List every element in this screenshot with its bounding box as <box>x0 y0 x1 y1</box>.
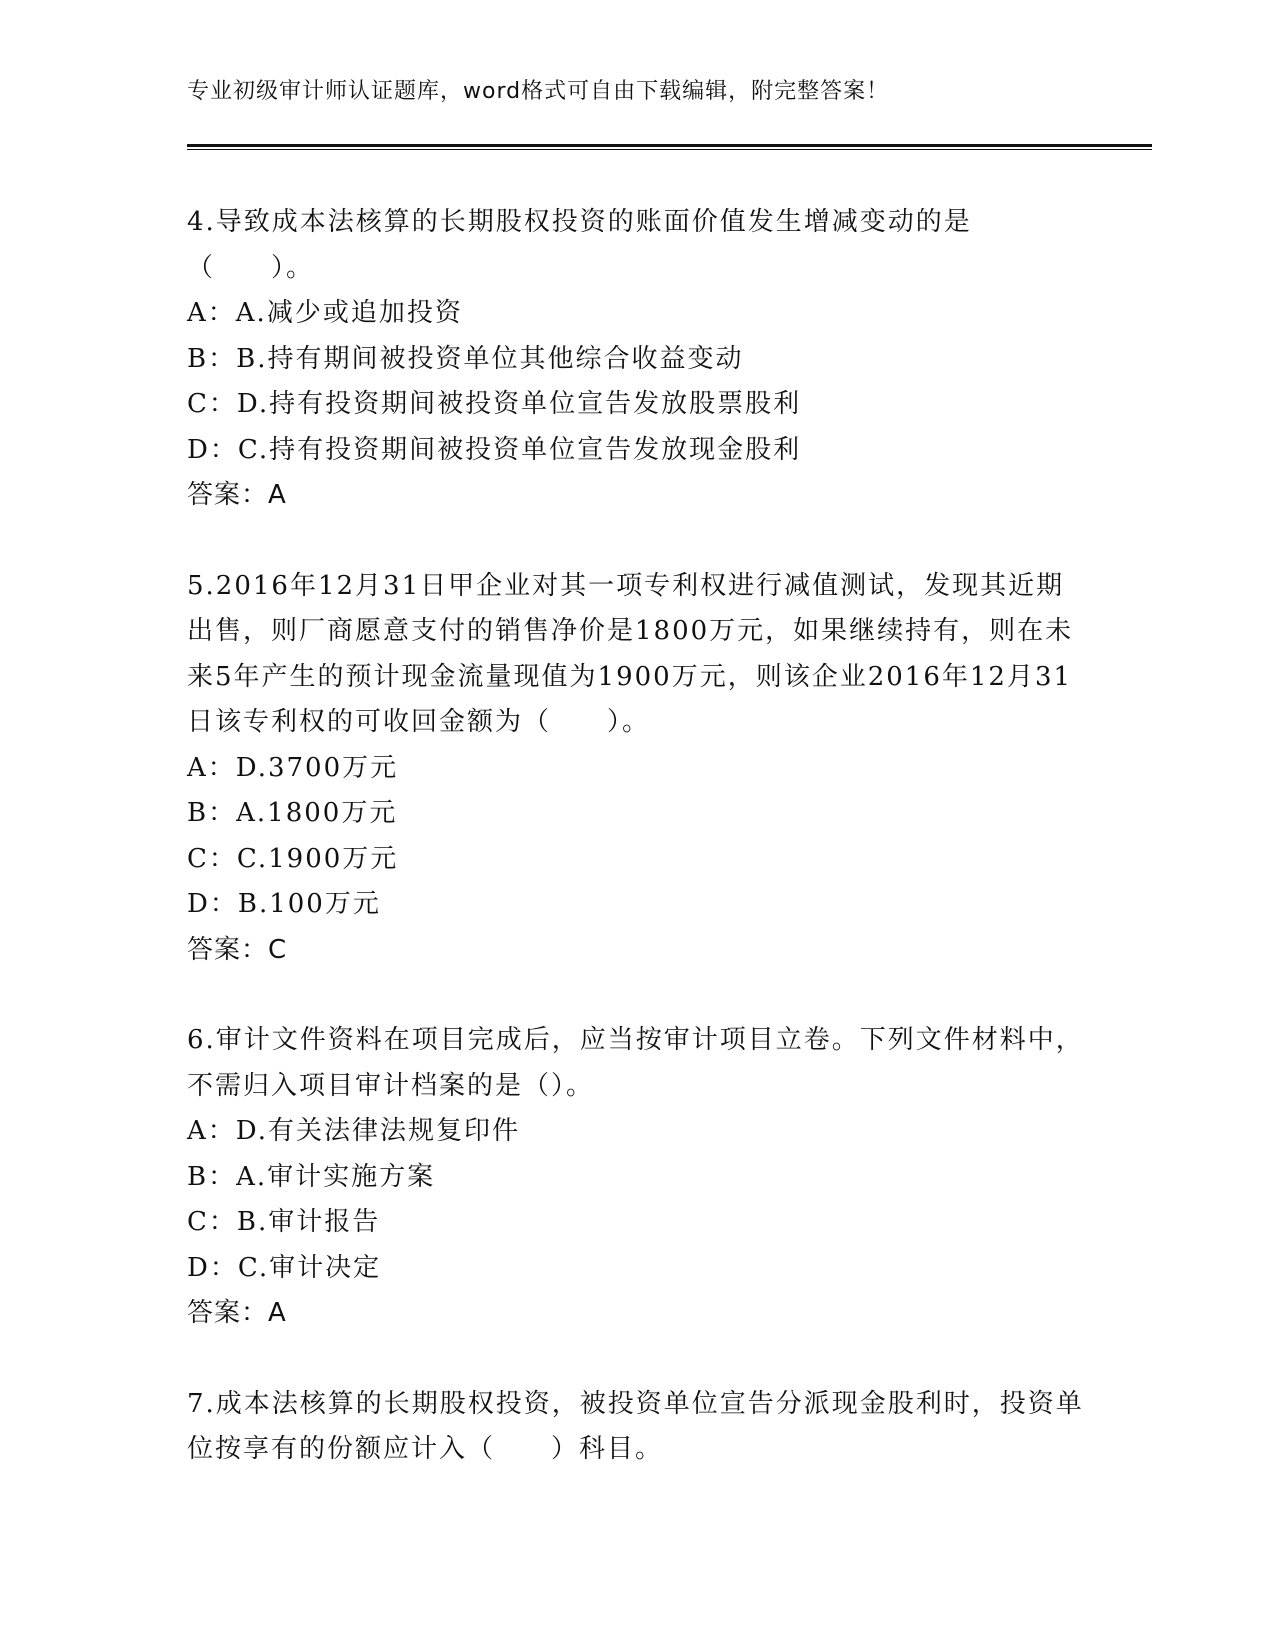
option-c: C：C.1900万元 <box>187 843 399 874</box>
question-stem: 5.2016年12月31日甲企业对其一项专利权进行减值测试，发现其近期出售，则厂商愿意支付的销售净价是1800万元，如果继续持有，则在未来5年产生的预计现金流量现值为1900万元，则该企业2016年12月31日该专利权的可收回金额为（ ）。 <box>187 570 1074 737</box>
answer: 答案：A <box>187 1298 287 1328</box>
header-divider-thin <box>187 149 1152 150</box>
option-c: C：D.持有投资期间被投资单位宣告发放股票股利 <box>187 389 802 419</box>
option-a: A：D.3700万元 <box>187 752 399 783</box>
option-b: B：A.1800万元 <box>187 798 398 828</box>
header-divider-thick <box>187 144 1152 147</box>
answer: 答案：C <box>187 934 288 965</box>
page-header: 专业初级审计师认证题库，word格式可自由下载编辑，附完整答案！ <box>187 79 890 104</box>
question-5 <box>187 564 1087 974</box>
question-7 <box>187 1382 1087 1473</box>
option-d: D：C.审计决定 <box>187 1252 382 1283</box>
option-b: B：B.持有期间被投资单位其他综合收益变动 <box>187 343 744 374</box>
question-stem: 4.导致成本法核算的长期股权投资的账面价值发生增减变动的是（ ）。 <box>187 207 972 283</box>
option-a: A：D.有关法律法规复印件 <box>187 1116 520 1146</box>
question-4 <box>187 200 1087 519</box>
option-d: D：B.100万元 <box>187 889 381 919</box>
question-6 <box>187 1018 1087 1337</box>
option-c: C：B.审计报告 <box>187 1207 381 1237</box>
option-d: D：C.持有投资期间被投资单位宣告发放现金股利 <box>187 434 802 465</box>
answer: 答案：A <box>187 480 287 510</box>
option-a: A：A.减少或追加投资 <box>187 298 463 328</box>
question-stem: 6.审计文件资料在项目完成后，应当按审计项目立卷。下列文件材料中，不需归入项目审计档案的是（）。 <box>187 1025 1084 1101</box>
question-list <box>187 200 1087 1518</box>
option-b: B：A.审计实施方案 <box>187 1161 436 1192</box>
question-stem: 7.成本法核算的长期股权投资，被投资单位宣告分派现金股利时，投资单位按享有的份额应计入（ ）科目。 <box>187 1388 1084 1464</box>
